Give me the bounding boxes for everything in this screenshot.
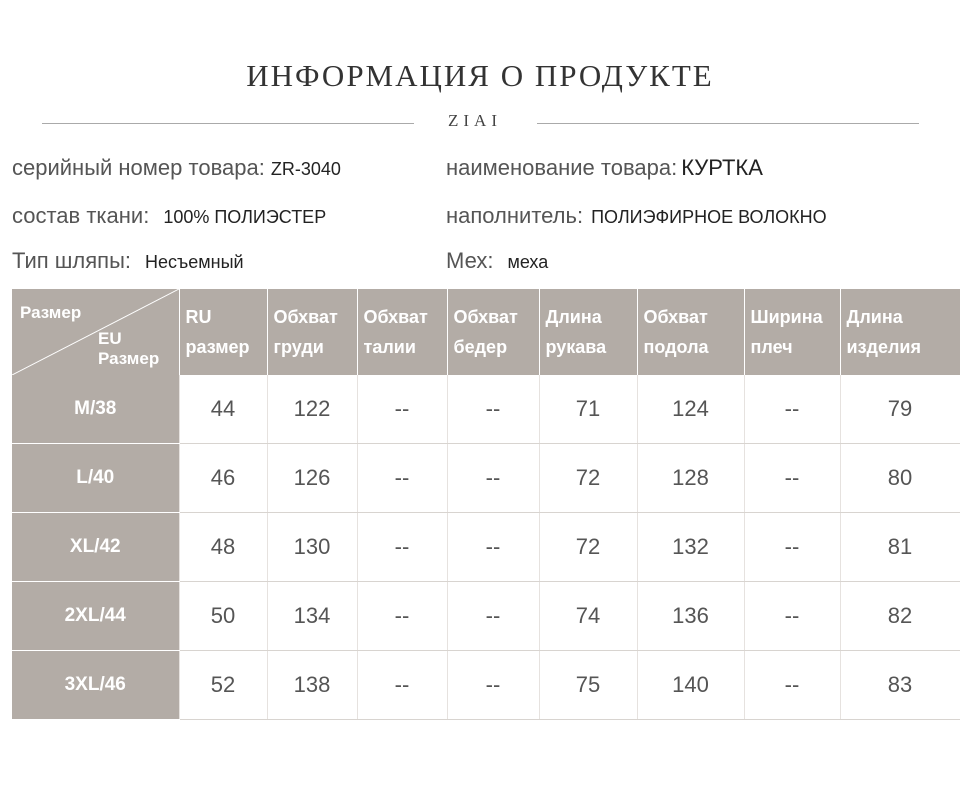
info-value: 100% ПОЛИЭСТЕР [163, 207, 327, 227]
header-line: Обхват [643, 307, 708, 327]
header-line: груди [273, 337, 324, 357]
info-label: наименование товара: [446, 155, 678, 180]
table-cell: 72 [539, 513, 637, 582]
table-cell: -- [447, 651, 539, 720]
table-cell: 138 [267, 651, 357, 720]
table-cell: 80 [840, 444, 960, 513]
table-cell: 75 [539, 651, 637, 720]
page-title: ИНФОРМАЦИЯ О ПРОДУКТЕ [246, 58, 714, 93]
table-cell: -- [744, 582, 840, 651]
info-hood [12, 248, 244, 274]
table-header-row [12, 289, 960, 375]
header-line: бедер [453, 337, 508, 357]
divider-left [42, 123, 414, 124]
table-cell: 132 [637, 513, 744, 582]
table-row [12, 582, 960, 651]
table-cell: 130 [267, 513, 357, 582]
table-cell: 79 [840, 375, 960, 444]
info-product-name [446, 155, 763, 181]
table-cell: -- [357, 375, 447, 444]
info-value: меха [507, 252, 549, 272]
table-cell: 126 [267, 444, 357, 513]
table-cell: -- [447, 513, 539, 582]
table-cell: 83 [840, 651, 960, 720]
header-line: талии [363, 337, 416, 357]
brand-name: ZIAI [448, 111, 502, 130]
table-cell: -- [744, 651, 840, 720]
header-hips [447, 289, 539, 375]
header-hem [637, 289, 744, 375]
header-sleeve [539, 289, 637, 375]
header-length [840, 289, 960, 375]
table-row [12, 375, 960, 444]
table-cell: -- [744, 513, 840, 582]
header-line: подола [643, 337, 709, 357]
table-cell: 52 [179, 651, 267, 720]
corner-label-eu-size: Размер [98, 349, 160, 368]
table-cell: -- [357, 582, 447, 651]
header-line: Длина [545, 307, 602, 327]
size-table [12, 289, 960, 720]
info-value: ZR-3040 [270, 159, 341, 179]
corner-label-size: Размер [20, 303, 82, 322]
info-value: Несъемный [145, 252, 244, 272]
info-fur [446, 248, 548, 274]
info-label: наполнитель: [446, 203, 584, 228]
table-cell: 122 [267, 375, 357, 444]
info-label: Тип шляпы: [12, 248, 132, 273]
table-cell: -- [447, 375, 539, 444]
header-line: изделия [846, 337, 921, 357]
table-cell: -- [744, 444, 840, 513]
table-cell: -- [357, 513, 447, 582]
table-cell: 71 [539, 375, 637, 444]
size-cell: 2XL/44 [12, 582, 179, 651]
header-line: Ширина [750, 307, 823, 327]
divider-right [537, 123, 919, 124]
table-cell: 72 [539, 444, 637, 513]
header-line: рукава [545, 337, 607, 357]
table-cell: 50 [179, 582, 267, 651]
size-cell: L/40 [12, 444, 179, 513]
table-cell: 136 [637, 582, 744, 651]
header-line: Длина [846, 307, 903, 327]
info-fabric [12, 203, 326, 229]
header-line: размер [185, 337, 250, 357]
info-serial [12, 155, 341, 181]
header-line: RU [185, 307, 212, 327]
info-label: состав ткани: [12, 203, 150, 228]
table-cell: 74 [539, 582, 637, 651]
table-cell: 82 [840, 582, 960, 651]
header-line: Обхват [453, 307, 518, 327]
table-cell: 46 [179, 444, 267, 513]
table-row [12, 651, 960, 720]
corner-label-eu: EU [98, 329, 122, 348]
table-cell: -- [357, 651, 447, 720]
header-line: Обхват [273, 307, 338, 327]
table-cell: 134 [267, 582, 357, 651]
size-cell: 3XL/46 [12, 651, 179, 720]
header-corner [12, 289, 179, 375]
table-cell: -- [447, 582, 539, 651]
header-shoulder [744, 289, 840, 375]
header-waist [357, 289, 447, 375]
header-chest [267, 289, 357, 375]
info-filler [446, 203, 827, 229]
table-cell: 128 [637, 444, 744, 513]
table-cell: -- [447, 444, 539, 513]
info-label: Мех: [446, 248, 494, 273]
table-cell: 48 [179, 513, 267, 582]
info-label: серийный номер товара: [12, 155, 265, 180]
table-cell: 44 [179, 375, 267, 444]
header-line: Обхват [363, 307, 428, 327]
table-cell: 81 [840, 513, 960, 582]
header-line: плеч [750, 337, 793, 357]
table-cell: 140 [637, 651, 744, 720]
table-cell: -- [357, 444, 447, 513]
table-cell: 124 [637, 375, 744, 444]
info-value: ПОЛИЭФИРНОЕ ВОЛОКНО [591, 207, 827, 227]
table-row [12, 513, 960, 582]
header-ru-size [179, 289, 267, 375]
size-cell: M/38 [12, 375, 179, 444]
size-cell: XL/42 [12, 513, 179, 582]
table-row [12, 444, 960, 513]
table-cell: -- [744, 375, 840, 444]
info-value: КУРТКА [681, 155, 763, 180]
